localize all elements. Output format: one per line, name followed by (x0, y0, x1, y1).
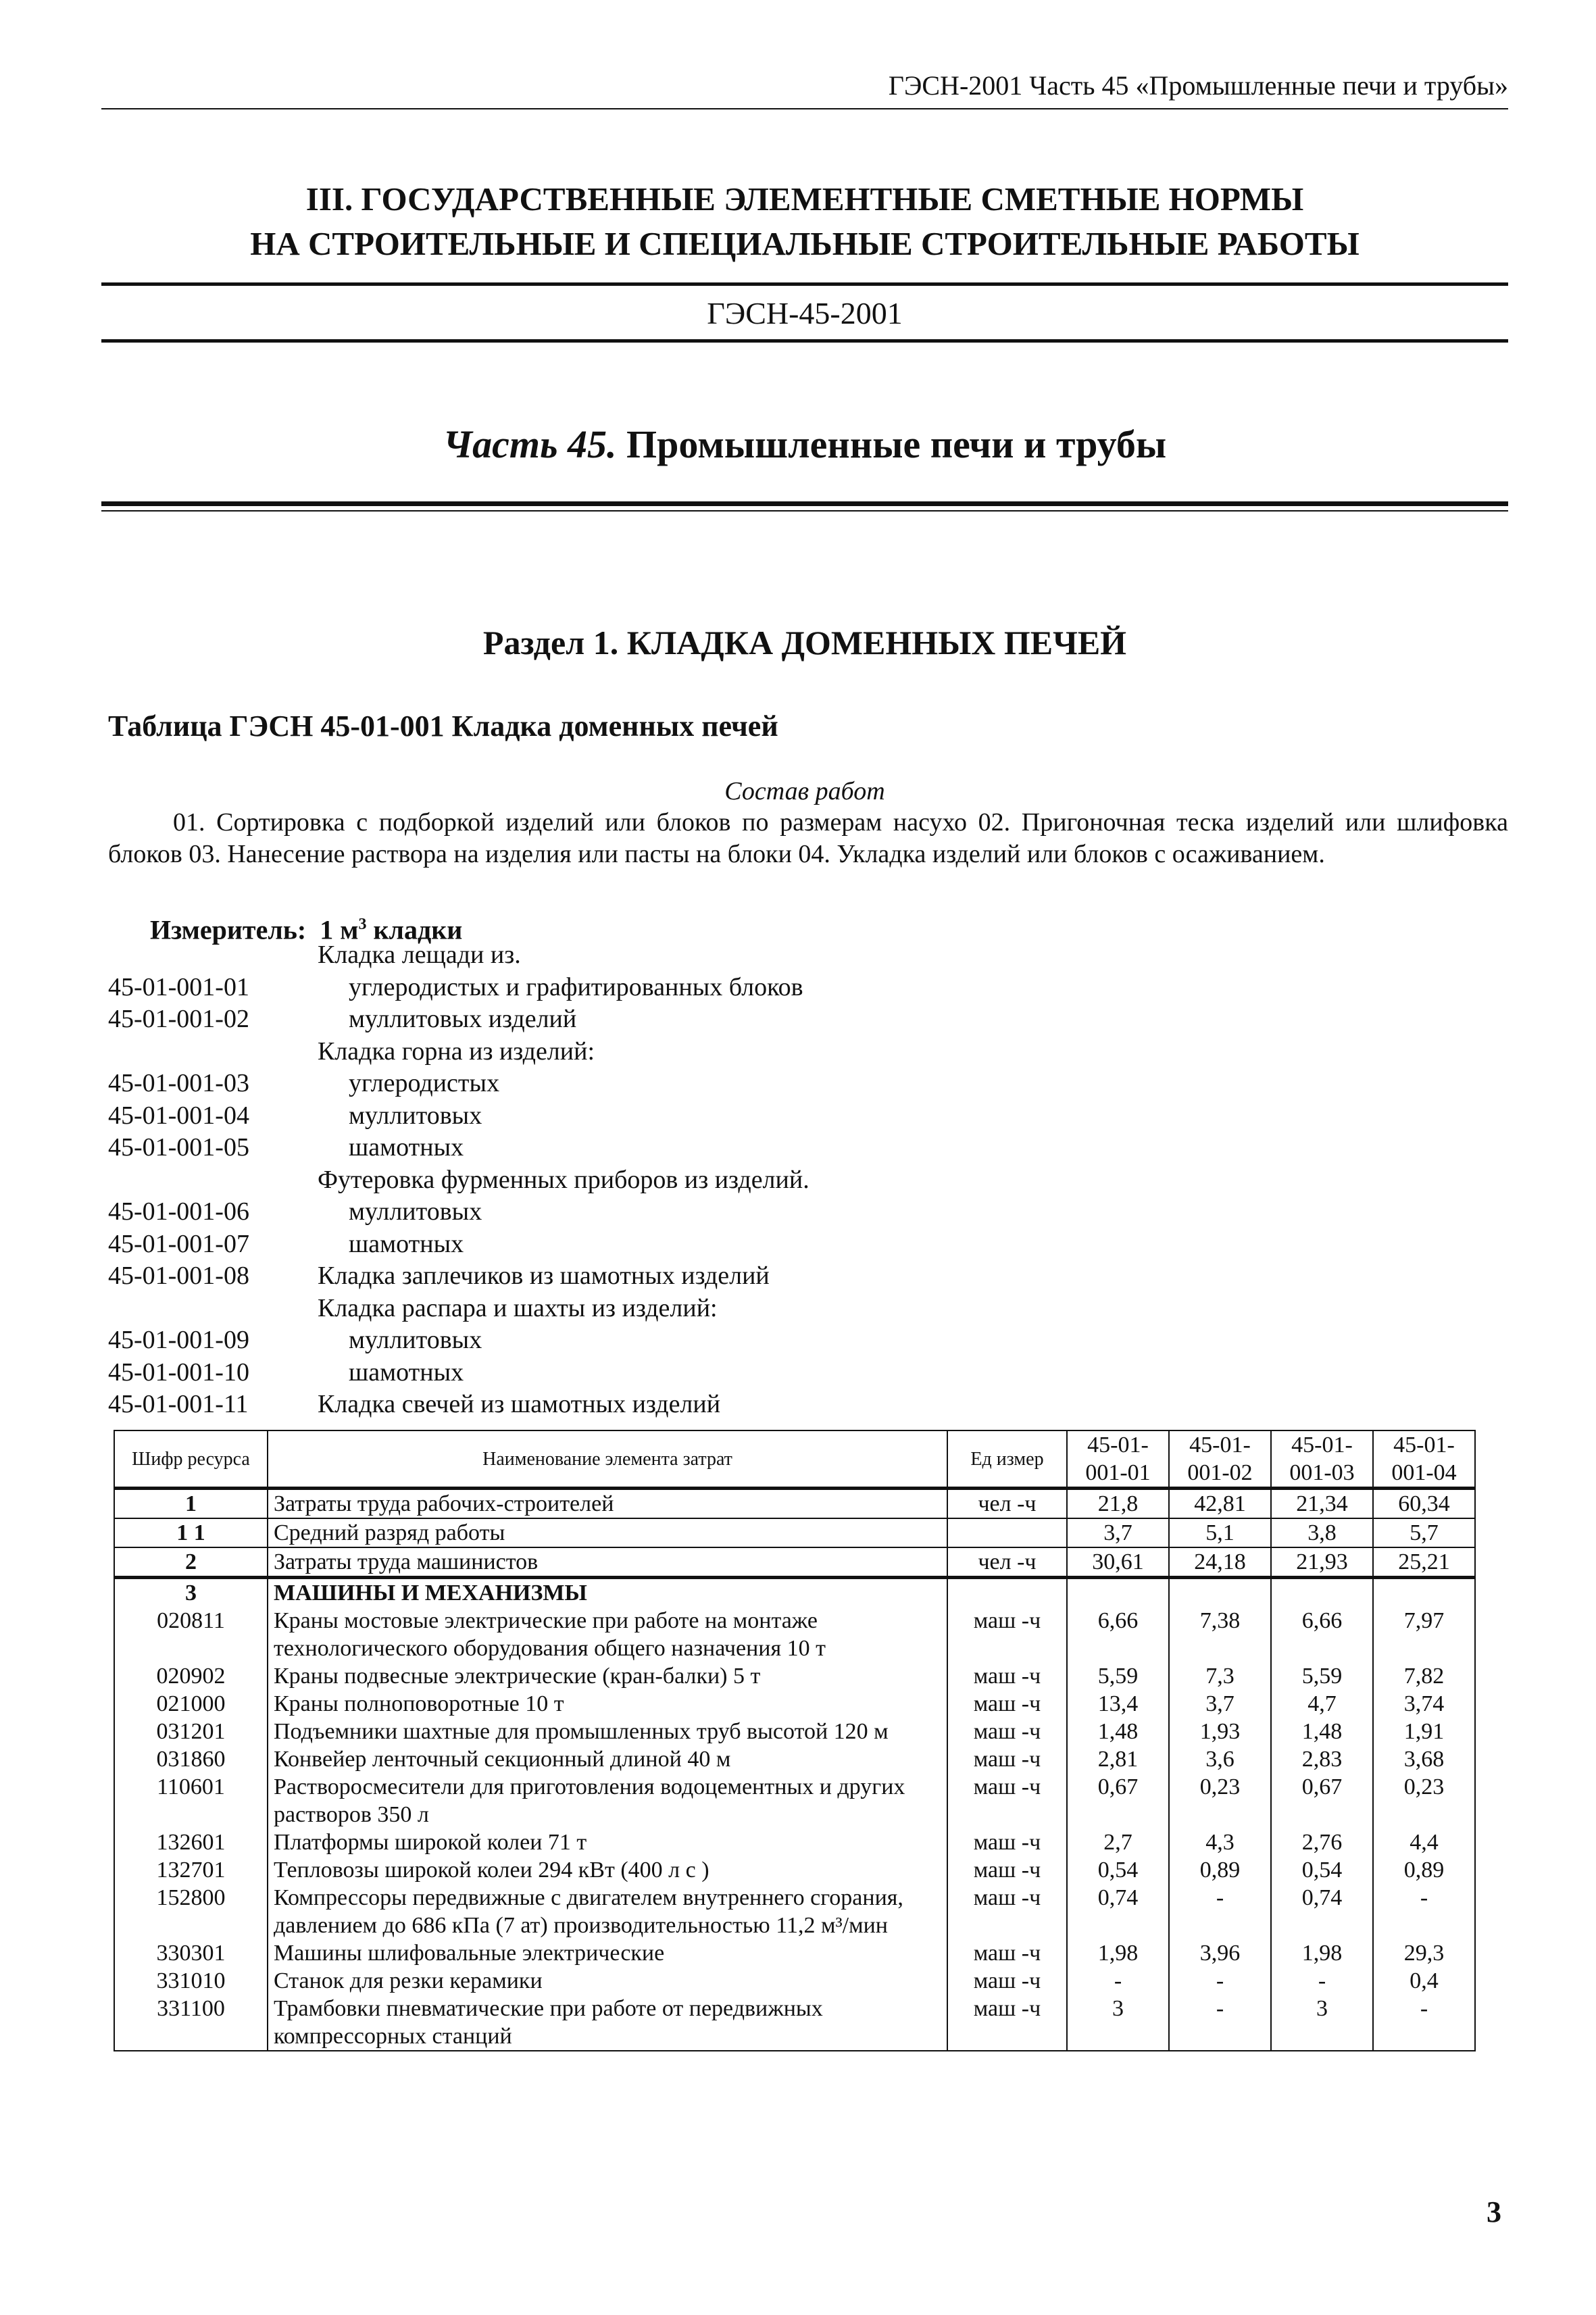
table-row (114, 1547, 1475, 1578)
th-col-4: 45-01-001-04 (1373, 1430, 1475, 1489)
part-title-prefix: Часть 45. (443, 422, 617, 466)
cell-unit: маш -ч (947, 1884, 1067, 1939)
norm-entries-list (108, 939, 1392, 1421)
cell-value-2: 7,3 (1169, 1662, 1271, 1690)
cell-name: Трамбовки пневматические при работе от передвижных компрессорных станций (268, 1995, 947, 2051)
table-row (114, 1995, 1475, 2051)
cell-name: Затраты труда рабочих-строителей (268, 1489, 947, 1519)
cell-name: Станок для резки керамики (268, 1967, 947, 1995)
running-header: ГЭСН-2001 Часть 45 «Промышленные печи и трубы» (888, 70, 1508, 101)
norm-entry (108, 1003, 1392, 1036)
cell-value-4: 5,7 (1373, 1518, 1475, 1547)
section-rule-bottom (101, 339, 1508, 343)
norm-entry-desc: Кладка лещади из. (318, 941, 521, 969)
cell-value-3: 1,98 (1271, 1939, 1373, 1967)
cell-value-2: 5,1 (1169, 1518, 1271, 1547)
cell-unit: чел -ч (947, 1489, 1067, 1519)
cell-name: Тепловозы широкой колеи 294 кВт (400 л с ) (268, 1856, 947, 1884)
th-col-1: 45-01-001-01 (1067, 1430, 1169, 1489)
cell-value-2: 0,23 (1169, 1773, 1271, 1828)
cell-unit: маш -ч (947, 1995, 1067, 2051)
norm-entry-desc: Футеровка фурменных приборов из изделий. (318, 1165, 809, 1194)
cell-value-3: 21,34 (1271, 1489, 1373, 1519)
sostav-text: 01. Сортировка с подборкой изделий или блоков по размерам насухо 02. Пригоночная теска изделий или шлифовка блоков 03. Нанесение раствора на изделия или пасты на блоки 04. Укладка изделий или блоков с осаживанием. (108, 808, 1508, 868)
norm-entry (108, 1293, 1392, 1325)
table-row (114, 1939, 1475, 1967)
cell-unit: маш -ч (947, 1607, 1067, 1662)
cell-name: Растворосмесители для приготовления водоцементных и других растворов 350 л (268, 1773, 947, 1828)
cell-value-4: - (1373, 1995, 1475, 2051)
norm-entry (108, 1132, 1392, 1164)
cell-code: 1 (114, 1489, 268, 1519)
cell-value-4: 4,4 (1373, 1828, 1475, 1856)
table-row (114, 1578, 1475, 1608)
cell-value-1: 3 (1067, 1995, 1169, 2051)
norm-entry-code: 45-01-001-09 (108, 1326, 249, 1354)
cell-value-2 (1169, 1578, 1271, 1608)
cell-value-1 (1067, 1578, 1169, 1608)
cell-unit: маш -ч (947, 1662, 1067, 1690)
cell-value-4: 60,34 (1373, 1489, 1475, 1519)
cell-value-2: 0,89 (1169, 1856, 1271, 1884)
cell-code: 110601 (114, 1773, 268, 1828)
part-rule-thick (101, 501, 1508, 506)
norm-entry (108, 1389, 1392, 1421)
cell-value-4: 3,68 (1373, 1745, 1475, 1773)
cell-unit (947, 1578, 1067, 1608)
cell-code: 031201 (114, 1718, 268, 1745)
cell-value-2: 24,18 (1169, 1547, 1271, 1578)
cell-unit: маш -ч (947, 1773, 1067, 1828)
cell-value-1: 2,81 (1067, 1745, 1169, 1773)
cell-value-3: 2,76 (1271, 1828, 1373, 1856)
cell-code: 132701 (114, 1856, 268, 1884)
cell-name: Средний разряд работы (268, 1518, 947, 1547)
cell-unit (947, 1518, 1067, 1547)
cell-value-3: 4,7 (1271, 1690, 1373, 1718)
table-row (114, 1690, 1475, 1718)
cell-code: 031860 (114, 1745, 268, 1773)
th-code: Шифр ресурса (114, 1430, 268, 1489)
cell-value-4: 25,21 (1373, 1547, 1475, 1578)
norm-entry (108, 1324, 1392, 1357)
cell-code: 132601 (114, 1828, 268, 1856)
norm-entry (108, 1100, 1392, 1132)
cell-code: 020902 (114, 1662, 268, 1690)
cell-unit: маш -ч (947, 1745, 1067, 1773)
table-title: Таблица ГЭСН 45-01-001 Кладка доменных печей (108, 710, 778, 743)
norm-entry (108, 1036, 1392, 1068)
table-row (114, 1967, 1475, 1995)
cell-unit: маш -ч (947, 1828, 1067, 1856)
norm-entry-code: 45-01-001-01 (108, 972, 249, 1001)
cell-value-4: 3,74 (1373, 1690, 1475, 1718)
cell-value-1: 5,59 (1067, 1662, 1169, 1690)
table-row (114, 1489, 1475, 1519)
cell-code: 330301 (114, 1939, 268, 1967)
norm-entry-code: 45-01-001-04 (108, 1101, 249, 1130)
cell-name: Краны мостовые электрические при работе на монтаже технологического оборудования общего назначения 10 т (268, 1607, 947, 1662)
cell-code: 3 (114, 1578, 268, 1608)
cell-value-1: 30,61 (1067, 1547, 1169, 1578)
cell-code: 2 (114, 1547, 268, 1578)
cell-unit: маш -ч (947, 1939, 1067, 1967)
cell-value-1: 0,74 (1067, 1884, 1169, 1939)
norm-entry-desc: углеродистых и графитированных блоков (349, 972, 803, 1001)
cell-value-2: 3,6 (1169, 1745, 1271, 1773)
norm-entry-code: 45-01-001-06 (108, 1197, 249, 1226)
norm-entry-code: 45-01-001-05 (108, 1133, 249, 1162)
norm-entry-code: 45-01-001-10 (108, 1358, 249, 1387)
cell-code: 331010 (114, 1967, 268, 1995)
cell-name: МАШИНЫ И МЕХАНИЗМЫ (268, 1578, 947, 1608)
th-name: Наименование элемента затрат (268, 1430, 947, 1489)
cell-name: Машины шлифовальные электрические (268, 1939, 947, 1967)
norm-entry-code: 45-01-001-07 (108, 1229, 249, 1258)
cell-value-3: 0,54 (1271, 1856, 1373, 1884)
table-row (114, 1607, 1475, 1662)
norm-entry (108, 1068, 1392, 1100)
cell-value-2: - (1169, 1995, 1271, 2051)
cell-value-3: 6,66 (1271, 1607, 1373, 1662)
cell-value-3: - (1271, 1967, 1373, 1995)
resource-table (114, 1430, 1476, 2051)
part-title-name: Промышленные печи и трубы (626, 422, 1167, 466)
cell-value-3: 1,48 (1271, 1718, 1373, 1745)
cell-value-2: - (1169, 1967, 1271, 1995)
norm-entry-code: 45-01-001-03 (108, 1069, 249, 1097)
cell-value-3 (1271, 1578, 1373, 1608)
cell-name: Компрессоры передвижные с двигателем внутреннего сгорания, давлением до 686 кПа (7 ат) производительностью 11,2 м³/мин (268, 1884, 947, 1939)
cell-value-3: 3 (1271, 1995, 1373, 2051)
norm-entry (108, 1260, 1392, 1293)
cell-code: 1 1 (114, 1518, 268, 1547)
cell-code: 331100 (114, 1995, 268, 2051)
norm-entry-desc: муллитовых изделий (349, 1005, 577, 1033)
norm-entry (108, 1228, 1392, 1261)
section-title-line-2: НА СТРОИТЕЛЬНЫЕ И СПЕЦИАЛЬНЫЕ СТРОИТЕЛЬНЫЕ РАБОТЫ (250, 225, 1360, 262)
norm-entry-desc: муллитовых (349, 1326, 482, 1354)
section-title-line-1: III. ГОСУДАРСТВЕННЫЕ ЭЛЕМЕНТНЫЕ СМЕТНЫЕ НОРМЫ (305, 180, 1304, 218)
sostav-title: Состав работ (724, 777, 885, 805)
norm-entry-code: 45-01-001-02 (108, 1005, 249, 1033)
norm-entry-desc: Кладка распара и шахты из изделий: (318, 1293, 718, 1322)
norm-entry (108, 1164, 1392, 1197)
th-unit: Ед измер (947, 1430, 1067, 1489)
table-row (114, 1856, 1475, 1884)
norm-entry-desc: шамотных (349, 1229, 464, 1258)
cell-value-3: 0,67 (1271, 1773, 1373, 1828)
cell-value-4: 7,97 (1373, 1607, 1475, 1662)
cell-name: Платформы широкой колеи 71 т (268, 1828, 947, 1856)
cell-name: Краны полноповоротные 10 т (268, 1690, 947, 1718)
measure-value-suffix: кладки (366, 914, 463, 945)
cell-value-2: 3,96 (1169, 1939, 1271, 1967)
cell-unit: чел -ч (947, 1547, 1067, 1578)
cell-value-4: 0,23 (1373, 1773, 1475, 1828)
cell-value-2: 4,3 (1169, 1828, 1271, 1856)
norm-entry-desc: муллитовых (349, 1197, 482, 1226)
cell-value-4: 1,91 (1373, 1718, 1475, 1745)
measure-value-sup: 3 (358, 916, 367, 933)
cell-value-3: 3,8 (1271, 1518, 1373, 1547)
norm-entry-desc: шамотных (349, 1133, 464, 1162)
cell-value-3: 0,74 (1271, 1884, 1373, 1939)
cell-value-3: 5,59 (1271, 1662, 1373, 1690)
cell-name: Краны подвесные электрические (кран-балки) 5 т (268, 1662, 947, 1690)
header-rule (101, 108, 1508, 109)
norm-entry-code: 45-01-001-08 (108, 1262, 249, 1290)
cell-value-1: 3,7 (1067, 1518, 1169, 1547)
table-row (114, 1773, 1475, 1828)
cell-value-3: 21,93 (1271, 1547, 1373, 1578)
measure-label: Измеритель: (150, 914, 307, 945)
cell-value-4 (1373, 1578, 1475, 1608)
cell-value-4: 29,3 (1373, 1939, 1475, 1967)
table-row (114, 1828, 1475, 1856)
norm-entry-code: 45-01-001-11 (108, 1390, 249, 1418)
cell-unit: маш -ч (947, 1718, 1067, 1745)
measure-value-prefix: 1 м (320, 914, 359, 945)
table-row (114, 1745, 1475, 1773)
cell-unit: маш -ч (947, 1856, 1067, 1884)
norm-entry (108, 1196, 1392, 1228)
cell-value-2: - (1169, 1884, 1271, 1939)
cell-value-1: 0,67 (1067, 1773, 1169, 1828)
table-row (114, 1884, 1475, 1939)
norm-entry-desc: Кладка горна из изделий: (318, 1037, 595, 1066)
table-row (114, 1718, 1475, 1745)
cell-value-1: 6,66 (1067, 1607, 1169, 1662)
norm-entry (108, 1357, 1392, 1389)
norm-entry-desc: Кладка заплечиков из шамотных изделий (318, 1262, 770, 1290)
cell-value-4: 0,4 (1373, 1967, 1475, 1995)
section-rule-top (101, 282, 1508, 286)
cell-value-1: 21,8 (1067, 1489, 1169, 1519)
cell-name: Конвейер ленточный секционный длиной 40 м (268, 1745, 947, 1773)
cell-name: Подъемники шахтные для промышленных труб высотой 120 м (268, 1718, 947, 1745)
cell-unit: маш -ч (947, 1967, 1067, 1995)
cell-value-4: 7,82 (1373, 1662, 1475, 1690)
cell-code: 021000 (114, 1690, 268, 1718)
cell-value-4: 0,89 (1373, 1856, 1475, 1884)
th-col-3: 45-01-001-03 (1271, 1430, 1373, 1489)
norm-entry-desc: углеродистых (349, 1069, 500, 1097)
section-title (101, 177, 1508, 266)
resource-table-body (114, 1489, 1475, 2051)
part-title (101, 419, 1508, 470)
cell-value-2: 42,81 (1169, 1489, 1271, 1519)
cell-code: 152800 (114, 1884, 268, 1939)
cell-value-2: 1,93 (1169, 1718, 1271, 1745)
cell-value-3: 2,83 (1271, 1745, 1373, 1773)
th-col-2: 45-01-001-02 (1169, 1430, 1271, 1489)
cell-name: Затраты труда машинистов (268, 1547, 947, 1578)
cell-value-1: 2,7 (1067, 1828, 1169, 1856)
razdel-title: Раздел 1. КЛАДКА ДОМЕННЫХ ПЕЧЕЙ (482, 624, 1127, 662)
cell-value-1: 13,4 (1067, 1690, 1169, 1718)
norm-entry (108, 939, 1392, 972)
cell-value-2: 7,38 (1169, 1607, 1271, 1662)
cell-value-2: 3,7 (1169, 1690, 1271, 1718)
cell-value-4: - (1373, 1884, 1475, 1939)
part-rule-thin (101, 510, 1508, 512)
cell-unit: маш -ч (947, 1690, 1067, 1718)
norm-entry-desc: муллитовых (349, 1101, 482, 1130)
norm-entry-desc: шамотных (349, 1358, 464, 1387)
cell-value-1: - (1067, 1967, 1169, 1995)
cell-value-1: 1,48 (1067, 1718, 1169, 1745)
page-number: 3 (1487, 2195, 1501, 2229)
cell-value-1: 0,54 (1067, 1856, 1169, 1884)
cell-value-1: 1,98 (1067, 1939, 1169, 1967)
table-row (114, 1518, 1475, 1547)
norm-entry (108, 972, 1392, 1004)
doc-code: ГЭСН-45-2001 (707, 296, 903, 330)
cell-code: 020811 (114, 1607, 268, 1662)
norm-entry-desc: Кладка свечей из шамотных изделий (318, 1390, 721, 1418)
table-row (114, 1662, 1475, 1690)
